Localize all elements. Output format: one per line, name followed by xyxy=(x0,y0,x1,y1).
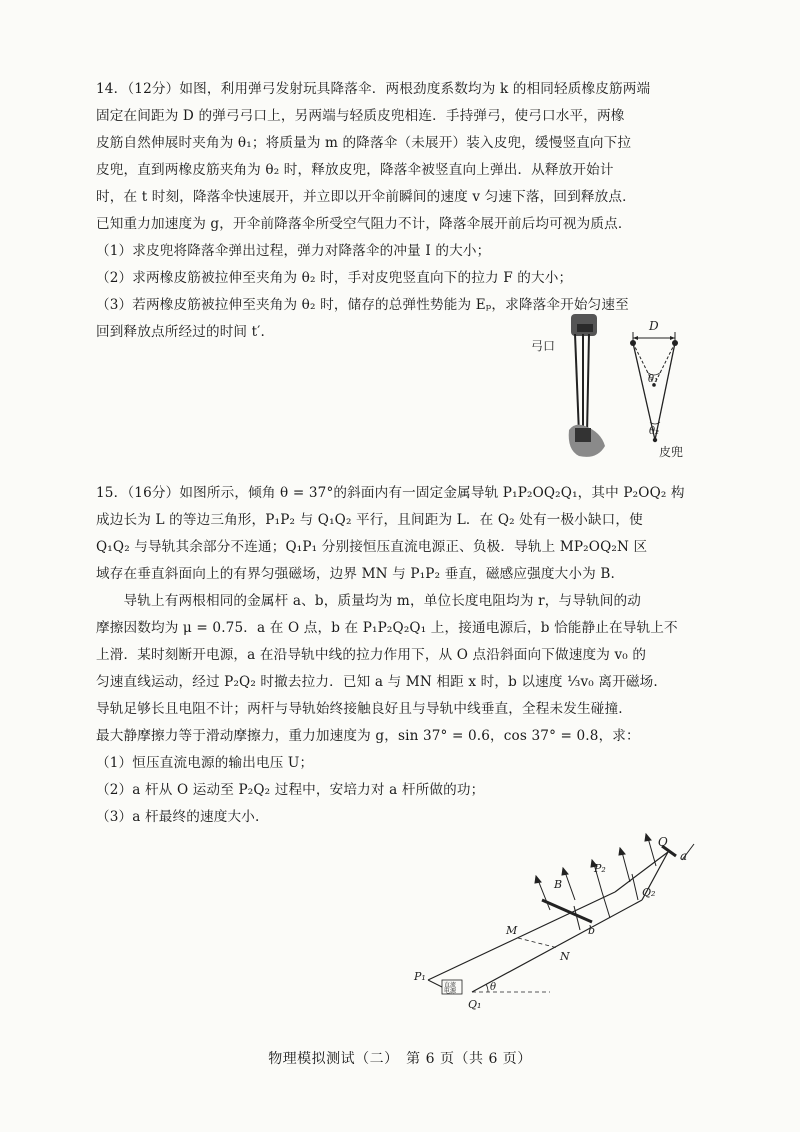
q15-line: 上滑．某时刻断开电源，a 在沿导轨中线的拉力作用下，从 O 点沿斜面向下做速度为 v₀ 的 xyxy=(96,647,647,663)
q15-line: 导轨上有两根相同的金属杆 a、b，质量均为 m，单位长度电阻均为 r，与导轨间的动 xyxy=(96,593,641,609)
q15-line: 成边长为 L 的等边三角形，P₁P₂ 与 Q₁Q₂ 平行，且间距为 L．在 Q₂ 处有一极小缺口，使 xyxy=(96,512,643,528)
question-15 xyxy=(96,480,696,831)
rail-figure xyxy=(410,830,710,1020)
point-N-label: N xyxy=(560,950,570,963)
q15-line: （1）恒压直流电源的输出电压 U； xyxy=(96,755,314,771)
bar-a-label: a xyxy=(680,849,688,863)
q15-line: （3）a 杆最终的速度大小. xyxy=(96,809,260,825)
q14-line: （2）求两橡皮筋被拉伸至夹角为 θ₂ 时，手对皮兜竖直向下的拉力 F 的大小； xyxy=(96,270,573,286)
bar-b-label: b xyxy=(588,924,596,937)
q15-line: （2）a 杆从 O 运动至 P₂Q₂ 过程中，安培力对 a 杆所做的功； xyxy=(96,782,485,798)
bow-mouth-label: 弓口 xyxy=(531,339,556,353)
q15-line: 15．（16分）如图所示，倾角 θ = 37°的斜面内有一固定金属导轨 P₁P₂OQ₂Q₁，其中 P₂OQ₂ 构 xyxy=(96,485,685,501)
q15-line: 最大静摩擦力等于滑动摩擦力，重力加速度为 g，sin 37° = 0.6，cos 37° = 0.8，求： xyxy=(96,728,640,744)
question-14 xyxy=(96,76,696,346)
point-Q2-label: Q₂ xyxy=(642,886,656,899)
q14-line: 时，在 t 时刻，降落伞快速展开，并立即以开伞前瞬间的速度 v 匀速下落，回到释放点． xyxy=(96,189,636,205)
angle-theta-label: θ xyxy=(490,982,497,993)
rail-lines xyxy=(428,846,676,994)
q15-line: Q₁Q₂ 与导轨其余部分不连通；Q₁P₁ 分别接恒压直流电源正、负极．导轨上 MP₂OQ₂N 区 xyxy=(96,539,648,555)
q14-line: 皮筋自然伸展时夹角为 θ₁；将质量为 m 的降落伞（未展开）装入皮兜，缓慢竖直向下拉 xyxy=(96,135,632,151)
q14-line: 回到释放点所经过的时间 t′. xyxy=(96,324,265,340)
q14-line: 固定在间距为 D 的弹弓弓口上，另两端与轻质皮兜相连．手持弹弓，使弓口水平，两橡 xyxy=(96,108,625,124)
point-P2-label: P₂ xyxy=(594,862,606,875)
q14-line: （1）求皮兜将降落伞弹出过程，弹力对降落伞的冲量 I 的大小； xyxy=(96,243,491,259)
field-B-label: B xyxy=(554,878,563,891)
slingshot-figure xyxy=(525,310,700,470)
point-O-label: O xyxy=(658,835,668,849)
q15-line: 匀速直线运动，经过 P₂Q₂ 时撤去拉力．已知 a 与 MN 相距 x 时，b 以速度 ⅓v₀ 离开磁场. xyxy=(96,674,658,690)
width-D-label: D xyxy=(649,319,659,333)
power-source-label-1: 直流 xyxy=(444,982,457,989)
q14-line: （3）若两橡皮筋被拉伸至夹角为 θ₂ 时，储存的总弹性势能为 Eₚ，求降落伞开始匀速至 xyxy=(96,297,629,313)
slingshot-photo xyxy=(569,314,605,457)
theta2-label: θ₂ xyxy=(649,426,660,437)
q15-line: 摩擦因数均为 μ = 0.75．a 在 O 点，b 在 P₁P₂Q₂Q₁ 上，接通电源后，b 恰能静止在导轨上不 xyxy=(96,620,678,636)
q15-line: 域存在垂直斜面向上的有界匀强磁场，边界 MN 与 P₁P₂ 垂直，磁感应强度大小为 B. xyxy=(96,566,615,582)
point-P1-label: P₁ xyxy=(414,970,426,983)
point-M-label: M xyxy=(506,924,518,937)
q14-line: 14．（12分）如图，利用弹弓发射玩具降落伞．两根劲度系数均为 k 的相同轻质橡皮筋两端 xyxy=(96,81,651,97)
pouch-label: 皮兜 xyxy=(659,445,684,459)
q15-line: 导轨足够长且电阻不计；两杆与导轨始终接触良好且与导轨中线垂直，全程未发生碰撞. xyxy=(96,701,623,717)
page-footer: 物理模拟测试（二） 第 6 页（共 6 页） xyxy=(268,1051,532,1067)
q14-line: 皮兜，直到两橡皮筋夹角为 θ₂ 时，释放皮兜，降落伞被竖直向上弹出．从释放开始计 xyxy=(96,162,614,178)
power-source-label-2: 电源 xyxy=(444,988,457,995)
theta1-label: θ₁ xyxy=(648,374,659,385)
q14-line: 已知重力加速度为 g，开伞前降落伞所受空气阻力不计，降落伞展开前后均可视为质点． xyxy=(96,216,632,232)
point-Q1-label: Q₁ xyxy=(468,998,482,1011)
